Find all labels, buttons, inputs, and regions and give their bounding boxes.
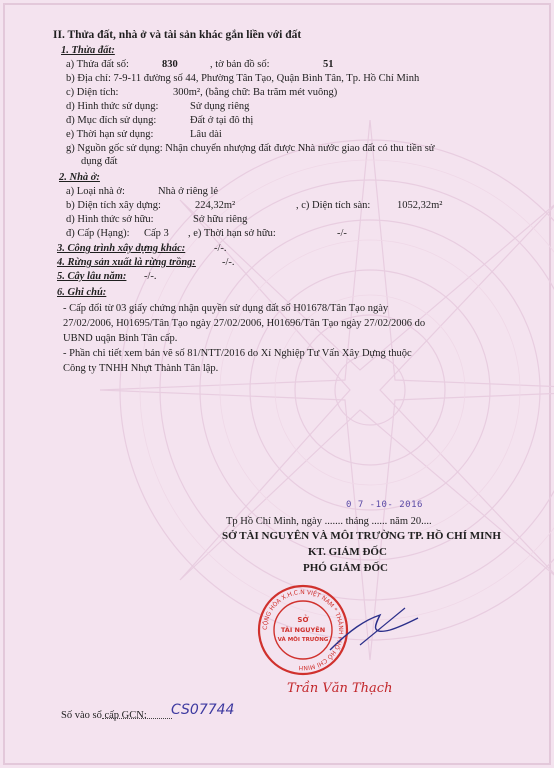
term-label: e) Thời hạn sử dụng: (66, 129, 154, 140)
address: b) Địa chỉ: 7-9-11 đường số 44, Phường Tân Tạo, Quận Bình Tân, Tp. Hồ Chí Minh (66, 73, 420, 84)
other-works-value: -/-. (214, 243, 227, 254)
use-form-label: d) Hình thức sử dụng: (66, 101, 159, 112)
term-value: Lâu dài (190, 129, 222, 140)
signatory-name: Trần Văn Thạch (287, 681, 393, 696)
grade-value: Cấp 3 (144, 228, 169, 239)
kt-director: KT. GIÁM ĐỐC (308, 546, 387, 558)
land-heading: 1. Thửa đất: (61, 45, 115, 56)
seal-center-line: SỞ (297, 616, 309, 624)
registry-dotted-line (102, 718, 172, 719)
issuing-office: SỞ TÀI NGUYÊN VÀ MÔI TRƯỜNG TP. HỒ CHÍ MINH (222, 530, 501, 542)
purpose-label: đ) Mục đích sử dụng: (66, 115, 157, 126)
house-type-value: Nhà ở riêng lẻ (158, 186, 219, 197)
area-label: c) Diện tích: (66, 87, 119, 98)
floor-area-label: , c) Diện tích sàn: (296, 200, 371, 211)
deputy-director-title: PHÓ GIÁM ĐỐC (303, 562, 388, 574)
forest-value: -/-. (222, 257, 235, 268)
date-line: Tp Hồ Chí Minh, ngày ....... tháng ...... năm 20.... (226, 516, 432, 527)
area-value: 300m², (bằng chữ: Ba trăm mét vuông) (173, 87, 338, 98)
note-line: Công ty TNHH Nhựt Thành Tân lập. (63, 363, 219, 374)
date-stamp: 0 7 -10- 2016 (346, 500, 423, 510)
origin-line-1: g) Nguồn gốc sử dụng: Nhận chuyển nhượng đất được Nhà nước giao đất có thu tiền sử (66, 143, 435, 154)
house-heading: 2. Nhà ở: (59, 172, 100, 183)
ownership-form-value: Sở hữu riêng (193, 214, 248, 225)
grade-label: đ) Cấp (Hạng): (66, 228, 130, 239)
perennial-heading: 5. Cây lâu năm: (57, 271, 127, 282)
signature-mark (320, 600, 420, 660)
notes-heading: 6. Ghi chú: (57, 287, 107, 298)
ownership-term-label: , e) Thời hạn sở hữu: (188, 228, 276, 239)
origin-line-2: dụng đất (81, 156, 118, 167)
build-area-value: 224,32m² (195, 200, 236, 211)
build-area-label: b) Diện tích xây dựng: (66, 200, 161, 211)
ownership-term-value: -/- (337, 228, 347, 239)
map-sheet-number: 51 (323, 59, 334, 70)
house-type-label: a) Loại nhà ở: (66, 186, 125, 197)
note-line: 27/02/2006, H01695/Tân Tạo ngày 27/02/2006, H01696/Tân Tạo ngày 27/02/2006 do (63, 318, 426, 329)
purpose-value: Đất ở tại đô thị (190, 115, 254, 126)
note-line: - Cấp đổi từ 03 giấy chứng nhận quyền sử dụng đất số H01678/Tân Tạo ngày (63, 303, 389, 314)
note-line: UBND uqận Bình Tân cấp. (63, 333, 178, 344)
floor-area-value: 1052,32m² (397, 200, 443, 211)
seal-center-line: VÀ MÔI TRƯỜNG (277, 637, 329, 643)
seal-ring-text: CỘNG HÒA X.H.C.N VIỆT NAM * THÀNH PHỐ HỒ CHÍ MINH (261, 588, 345, 672)
use-form-value: Sử dụng riêng (190, 101, 250, 112)
section-title: II. Thửa đất, nhà ở và tài sản khác gắn liền với đất (53, 29, 302, 41)
registry-label: Số vào sổ cấp GCN: (61, 710, 147, 721)
forest-heading: 4. Rừng sản xuất là rừng trồng: (57, 257, 196, 268)
perennial-value: -/-. (144, 271, 157, 282)
ownership-form-label: d) Hình thức sở hữu: (66, 214, 154, 225)
parcel-number: 830 (162, 59, 178, 70)
map-sheet-label: , tờ bản đồ số: (210, 59, 270, 70)
registry-number: CS07744 (171, 702, 235, 718)
note-line: - Phần chi tiết xem bản vẽ số 81/NTT/2016 do Xí Nghiệp Tư Vấn Xây Dựng thuộc (63, 348, 412, 359)
parcel-label: a) Thửa đất số: (66, 59, 129, 70)
other-works-heading: 3. Công trình xây dựng khác: (57, 243, 186, 254)
seal-center-line: TÀI NGUYÊN (280, 626, 326, 634)
